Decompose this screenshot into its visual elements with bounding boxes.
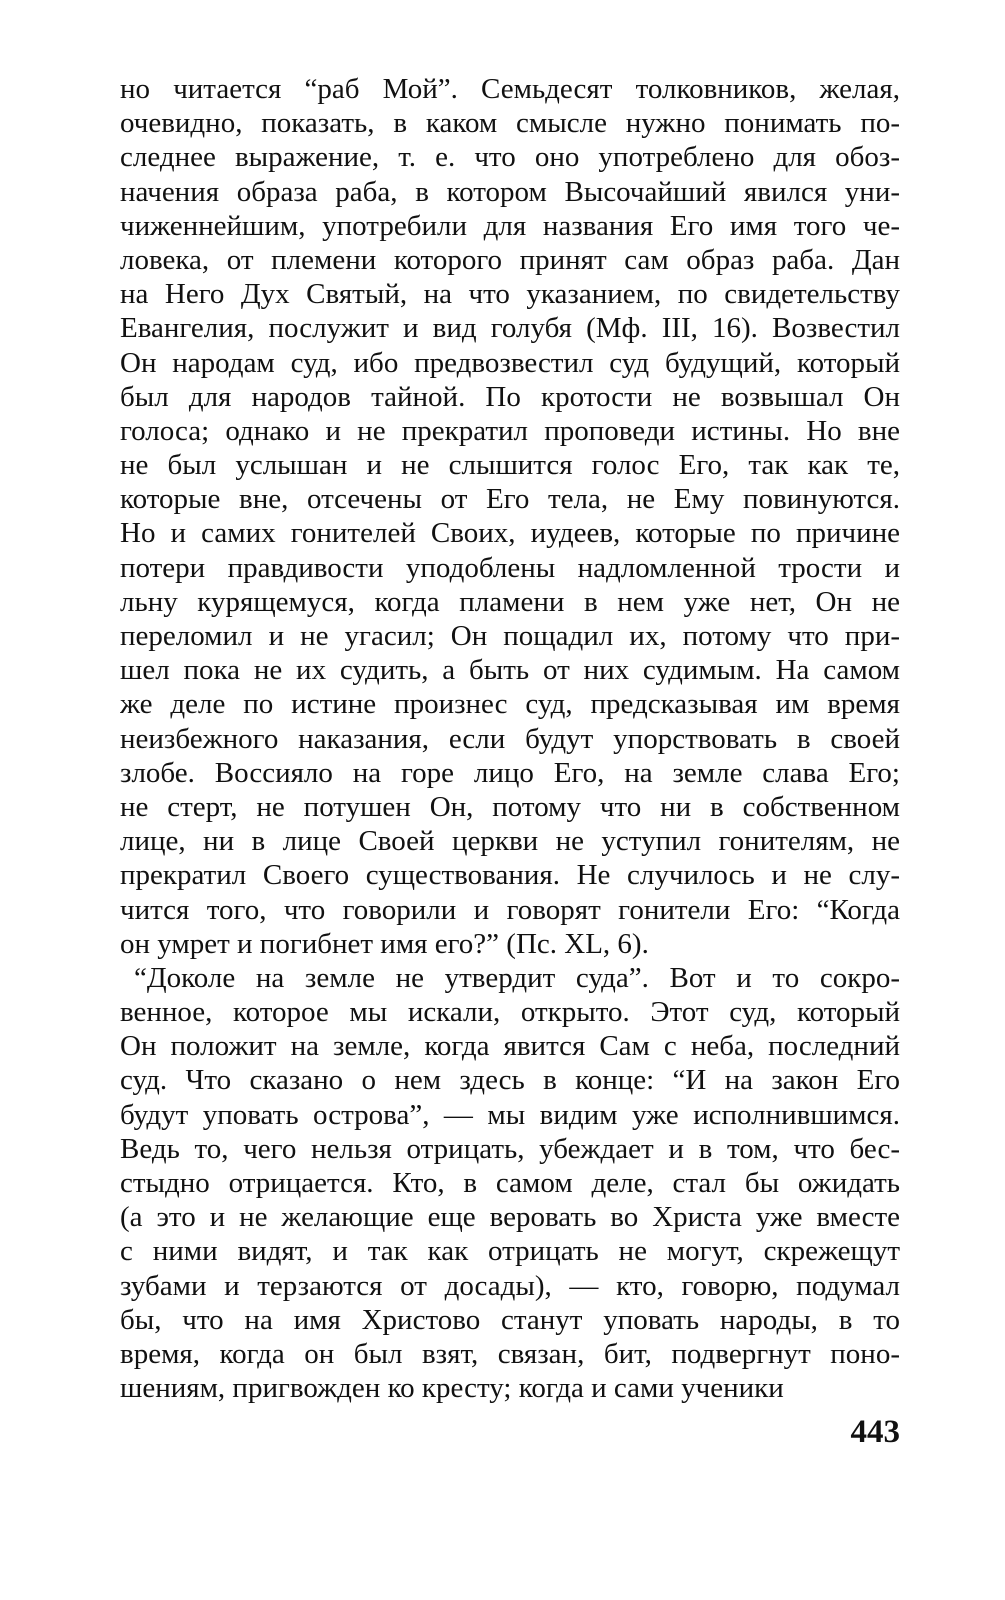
text-line: очевидно, показать, в каком смысле нужно понимать по- (120, 107, 900, 140)
text-line: переломил и не угасил; Он пощадил их, потому что при- (120, 620, 900, 652)
text-block (120, 72, 900, 1405)
text-line: злобе. Воссияло на горе лицо Его, на земле слава Его; (120, 756, 900, 789)
text-line: он умрет и погибнет имя его?” (Пс. XL, 6). (120, 927, 649, 960)
text-line: будут уповать острова”, — мы видим уже исполнившимся. (120, 1098, 900, 1131)
text-line: Евангелия, послужит и вид голубя (Мф. III, 16). Возвестил (120, 312, 900, 345)
text-line: чиженнейшим, употребили для названия Его имя того че- (120, 209, 900, 242)
text-line: был для народов тайной. По кротости не возвышал Он (120, 380, 900, 413)
text-line: Он положит на земле, когда явится Сам с неба, последний (120, 1030, 900, 1063)
text-line: неизбежного наказания, если будут упорствовать в своей (120, 722, 900, 755)
text-line: не был услышан и не слышится голос Его, так как те, (120, 449, 900, 482)
text-line: Ведь то, чего нельзя отрицать, убеждает и в том, что бес- (120, 1132, 900, 1165)
text-line: время, когда он был взят, связан, бит, подвергнут поно- (120, 1337, 900, 1370)
page-number: 443 (850, 1414, 900, 1450)
text-line: с ними видят, и так как отрицать не могут, скрежещут (120, 1235, 900, 1268)
text-line: шел пока не их судить, а быть от них судимым. На самом (120, 654, 900, 687)
text-line: шениям, пригвожден ко кресту; когда и сами ученики (120, 1372, 784, 1405)
text-line: ловека, от племени которого принят сам образ раба. Дан (120, 243, 900, 276)
text-line: прекратил Своего существования. Не случилось и не слу- (120, 859, 900, 892)
text-line: которые вне, отсечены от Его тела, не Ему повинуются. (120, 483, 900, 516)
text-line: лице, ни в лице Своей церкви не уступил гонителям, не (120, 825, 900, 858)
paragraph (120, 72, 900, 961)
text-line: но читается “раб Мой”. Семьдесят толковников, желая, (120, 73, 900, 105)
text-line: чится того, что говорили и говорят гонители Его: “Когда (120, 893, 900, 926)
text-line: (а это и не желающие еще веровать во Христа уже вместе (120, 1201, 900, 1234)
text-line: венное, которое мы искали, открыто. Этот суд, который (120, 996, 900, 1029)
text-line: потери правдивости уподоблены надломленной трости и (120, 551, 900, 584)
text-line: Но и самих гонителей Своих, иудеев, которые по причине (120, 517, 900, 550)
text-line: же деле по истине произнес суд, предсказывая им время (120, 688, 900, 721)
text-line: следнее выражение, т. е. что оно употреблено для обоз- (120, 141, 900, 174)
text-line: стыдно отрицается. Кто, в самом деле, стал бы ожидать (120, 1167, 900, 1199)
text-line: зубами и терзаются от досады), — кто, говорю, подумал (120, 1269, 900, 1302)
text-line: Он народам суд, ибо предвозвестил суд будущий, который (120, 346, 900, 379)
text-line: не стерт, не потушен Он, потому что ни в собственном (120, 790, 900, 823)
text-line: начения образа раба, в котором Высочайший явился уни- (120, 175, 900, 208)
text-line: голоса; однако и не прекратил проповеди истины. Но вне (120, 414, 900, 447)
text-line: на Него Дух Святый, на что указанием, по свидетельству (120, 278, 900, 311)
text-line: льну курящемуся, когда пламени в нем уже нет, Он не (120, 585, 900, 618)
text-line: суд. Что сказано о нем здесь в конце: “И на закон Его (120, 1064, 900, 1097)
text-line: бы, что на имя Христово станут уповать народы, в то (120, 1303, 900, 1336)
text-line: “Доколе на земле не утвердит суда”. Вот и то сокро- (134, 961, 900, 994)
paragraph (120, 961, 900, 1405)
